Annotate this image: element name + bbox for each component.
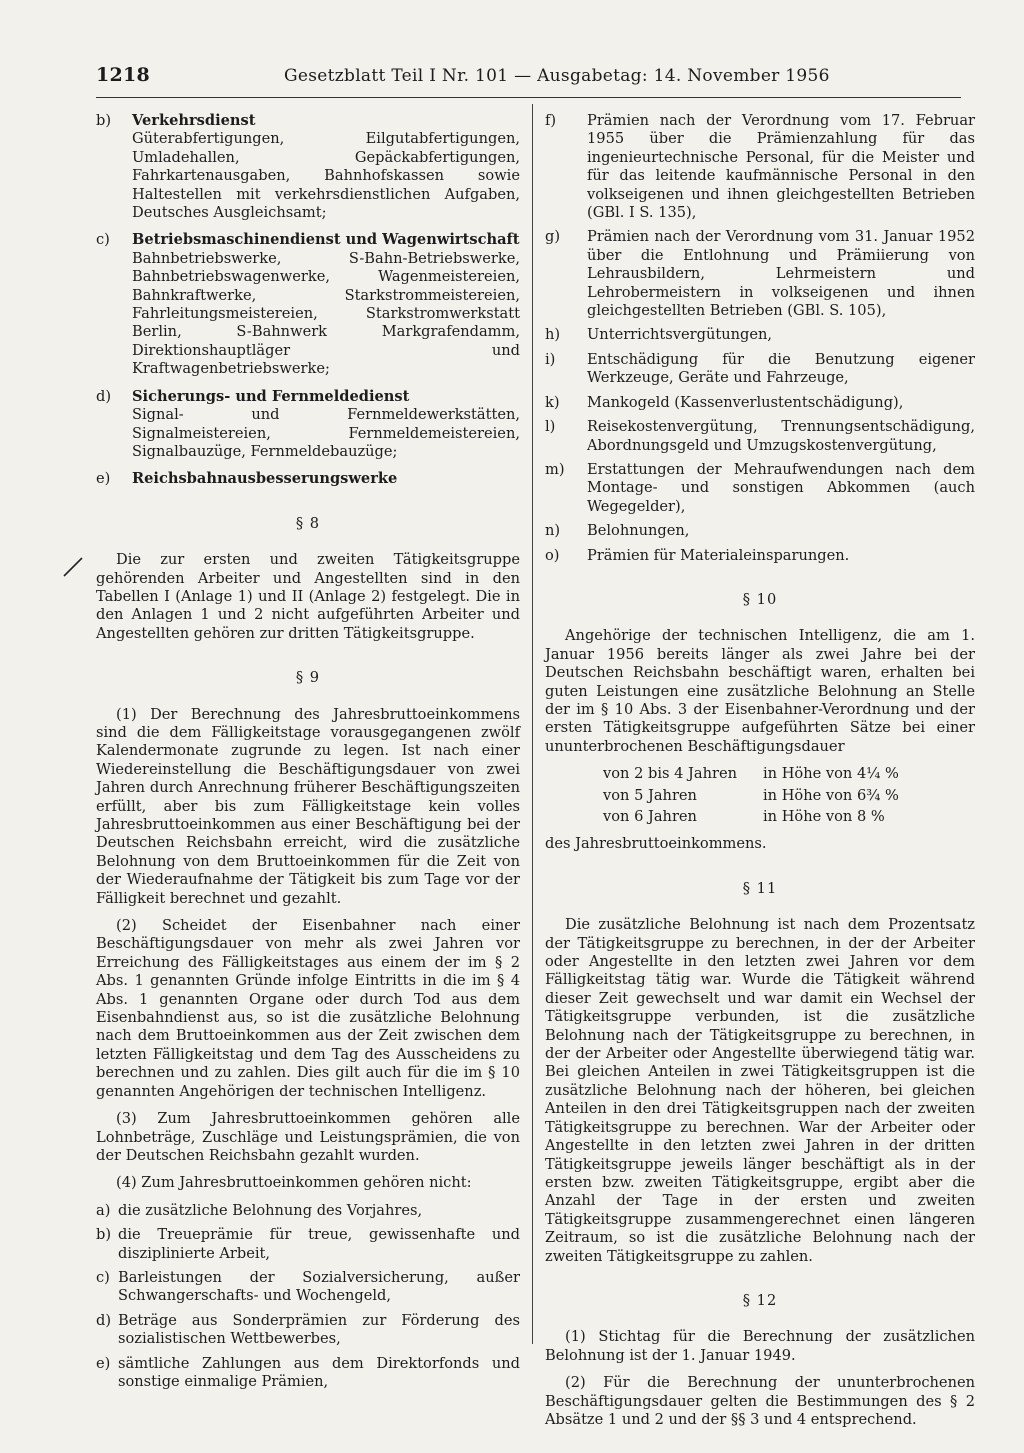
rate-amount: in Höhe von 6¾ %: [763, 786, 899, 804]
category-item: [96, 470, 520, 488]
list-item-text: Unterrichtsvergütungen,: [587, 326, 773, 344]
list-item: [96, 1269, 520, 1306]
rate-row: [603, 787, 899, 808]
section-12-title: § 12: [742, 1291, 778, 1309]
category-text: Güterabfertigungen, Eilgutabfertigungen, Umladehallen, Gepäckabfertigungen, Fahrkartenausgaben, Bahnhofskassen sowie Haltestellen mit verkehrsdienstlichen Aufgaben, Deutsches Ausgleichsamt;: [132, 130, 520, 222]
rate-amount: in Höhe von 8 %: [763, 808, 885, 825]
list-item-label: c): [96, 1268, 110, 1286]
list-item-text: sämtliche Zahlungen aus dem Direktorfonds und sonstige einmalige Prämien,: [118, 1354, 520, 1390]
rate-period: von 5 Jahren: [603, 786, 697, 804]
list-item: [545, 418, 975, 455]
category-item: [96, 388, 520, 462]
section-9-paragraph-4: (4) Zum Jahresbruttoeinkommen gehören nicht:: [116, 1174, 472, 1192]
list-item-text: Barleistungen der Sozialversicherung, außer Schwangerschafts- und Wochengeld,: [118, 1268, 520, 1305]
list-item-text: Mankogeld (Kassenverlustentschädigung),: [587, 393, 904, 411]
section-12-paragraph-1: (1) Stichtag für die Berechnung der zusätzlichen Belohnung ist der 1. Januar 1949.: [545, 1328, 975, 1364]
category-heading: Verkehrsdienst: [132, 112, 256, 129]
category-text: Signal- und Fernmeldewerkstätten, Signalmeistereien, Fernmeldemeistereien, Signalbauzüge, Fernmeldebauzüge;: [132, 406, 520, 460]
list-item-text: Prämien nach der Verordnung vom 17. Februar 1955 über die Prämienzahlung für das ingenieurtechnische Personal, für die Meister und für das leitende kaufmännische Personal in den volkseigenen und ihnen gleichgestellten Betrieben (GBl. I S. 135),: [587, 112, 975, 222]
category-label: e): [96, 470, 111, 488]
rate-row: [603, 808, 899, 829]
rate-period: von 2 bis 4 Jahren: [603, 765, 738, 783]
section-10-text: Angehörige der technischen Intelligenz, die am 1. Januar 1956 bereits länger als zwei Jahre bei der Deutschen Reichsbahn beschäftigt waren, erhalten bei guten Leistungen eine zusätzliche Belohnung an Stelle der im § 10 Abs. 3 der Eisenbahner-Verordnung und der ersten Tätigkeitsgruppe aufgeführten Sätze bei einer ununterbrochenen Beschäftigungsdauer: [545, 627, 975, 755]
list-item-text: die Treueprämie für treue, gewissenhafte und disziplinierte Arbeit,: [118, 1226, 520, 1262]
list-item-label: h): [545, 326, 561, 344]
section-8-title: § 8: [295, 514, 321, 532]
list-item-text: Beträge aus Sonderprämien zur Förderung des sozialistischen Wettbewerbes,: [118, 1311, 520, 1348]
rate-period: von 6 Jahren: [603, 808, 697, 825]
margin-pen-mark: [62, 556, 84, 578]
list-item-label: l): [545, 418, 556, 436]
list-item-label: o): [545, 546, 560, 564]
exclusions-list: [96, 1202, 520, 1392]
rate-row: [603, 765, 899, 786]
list-item-label: k): [545, 393, 560, 411]
list-item-text: Erstattungen der Mehraufwendungen nach dem Montage- und sonstigen Abkommen (auch Wegegelder),: [587, 460, 975, 515]
category-body: [132, 112, 520, 222]
list-item-label: e): [96, 1354, 111, 1372]
list-item-label: b): [96, 1226, 112, 1244]
list-item-label: a): [96, 1201, 111, 1219]
category-body: [132, 231, 520, 378]
category-body: [132, 470, 520, 488]
right-column: [545, 112, 975, 1438]
rates-table: [603, 765, 899, 829]
exclusions-list-continued: [545, 112, 975, 565]
category-item: [96, 112, 520, 222]
list-item: [545, 461, 975, 516]
list-item: [545, 326, 975, 344]
list-item: [545, 394, 975, 412]
list-item-label: d): [96, 1311, 112, 1329]
list-item: [96, 1312, 520, 1349]
list-item-label: m): [545, 460, 565, 478]
page-header-title: Gesetzblatt Teil I Nr. 101 — Ausgabetag: 14. November 1956: [284, 66, 830, 86]
column-divider: [532, 104, 533, 1344]
list-item-text: Belohnungen,: [587, 522, 690, 540]
rate-amount: in Höhe von 4¼ %: [763, 765, 899, 783]
list-item: [545, 351, 975, 388]
category-label: c): [96, 231, 110, 249]
page-number: 1218: [96, 64, 151, 86]
list-item-text: Prämien für Materialeinsparungen.: [587, 546, 850, 564]
left-column: [96, 112, 520, 1397]
list-item-text: Prämien nach der Verordnung vom 31. Januar 1952 über die Entlohnung und Prämiierung von Lehrausbildern, Lehrmeistern und Lehrobermeistern in volkseigenen und ihnen gleichgestellten Betrieben (GBl. S. 105),: [587, 228, 975, 320]
section-9-title: § 9: [295, 669, 321, 687]
list-item-label: i): [545, 350, 556, 368]
category-heading: Reichsbahnausbesserungswerke: [132, 470, 398, 488]
list-item: [96, 1226, 520, 1263]
category-label: d): [96, 387, 112, 405]
section-11-title: § 11: [742, 879, 778, 897]
category-text: Bahnbetriebswerke, S-Bahn-Betriebswerke, Bahnbetriebswagenwerke, Wagenmeistereien, Bahnkraftwerke, Starkstrommeistereien, Fahrleitungsmeistereien, Starkstromwerkstatt Berlin, S-Bahnwerk Markgrafendamm, Direktionshauptläger und Kraftwagenbetriebswerke;: [132, 249, 520, 378]
list-item: [96, 1202, 520, 1220]
header-rule: [96, 97, 961, 98]
list-item-text: die zusätzliche Belohnung des Vorjahres,: [118, 1201, 423, 1219]
category-item: [96, 231, 520, 378]
page-header: [96, 66, 936, 90]
section-10-tail: des Jahresbruttoeinkommens.: [545, 835, 767, 853]
section-9-paragraph-3: (3) Zum Jahresbruttoeinkommen gehören alle Lohnbeträge, Zuschläge und Leistungsprämien, die von der Deutschen Reichsbahn gezahlt wurden.: [96, 1110, 520, 1164]
category-label: b): [96, 112, 112, 129]
list-item: [545, 112, 975, 222]
list-item: [545, 547, 975, 565]
service-categories-list: [96, 112, 520, 489]
list-item-label: n): [545, 522, 561, 540]
section-12-paragraph-2: (2) Für die Berechnung der ununterbrochenen Beschäftigungsdauer gelten die Bestimmungen des § 2 Absätze 1 und 2 und der §§ 3 und 4 entsprechend.: [545, 1374, 975, 1428]
section-10-title: § 10: [742, 590, 778, 608]
section-11-text: Die zusätzliche Belohnung ist nach dem Prozentsatz der Tätigkeitsgruppe zu berechnen, in der der Arbeiter oder Angestellte in den letzten zwei Jahren vor dem Fälligkeitstag tätig war. Wurde die Tätigkeit während dieser Zeit gewechselt und war damit ein Wechsel der Tätigkeitsgruppe verbunden, ist die zusätzliche Belohnung nach der Tätigkeitsgruppe zu berechnen, in der der Arbeiter oder Angestellte überwiegend tätig war. Bei gleichen Anteilen in zwei Tätigkeitsgruppen ist die zusätzliche Belohnung nach der höheren, bei gleichen Anteilen in den drei Tätigkeitsgruppen nach der zweiten Tätigkeitsgruppe zu berechnen. War der Arbeiter oder Angestellte in den letzten zwei Jahren in der dritten Tätigkeitsgruppe jeweils länger beschäftigt als in der ersten bzw. zweiten Tätigkeitsgruppe, ergibt aber die Anzahl der Tage in der ersten und zweiten Tätigkeitsgruppe zusammengerechnet einen längeren Zeitraum, so ist die zusätzliche Belohnung nach der zweiten Tätigkeitsgruppe zu zahlen.: [545, 916, 975, 1265]
category-heading: Betriebsmaschinendienst und Wagenwirtschaft: [132, 231, 520, 249]
list-item-label: g): [545, 228, 561, 246]
list-item-text: Entschädigung für die Benutzung eigener Werkzeuge, Geräte und Fahrzeuge,: [587, 350, 975, 387]
list-item-text: Reisekostenvergütung, Trennungsentschädigung, Abordnungsgeld und Umzugskostenvergütung,: [587, 418, 975, 454]
category-body: [132, 388, 520, 462]
list-item: [96, 1355, 520, 1392]
list-item: [545, 522, 975, 540]
list-item: [545, 228, 975, 320]
section-8-text: Die zur ersten und zweiten Tätigkeitsgruppe gehörenden Arbeiter und Angestellten sind in den Tabellen I (Anlage 1) und II (Anlage 2) festgelegt. Die in den Anlagen 1 und 2 nicht aufgeführten Arbeiter und Angestellten gehören zur dritten Tätigkeitsgruppe.: [96, 551, 520, 642]
list-item-label: f): [545, 112, 557, 129]
category-heading: Sicherungs- und Fernmeldedienst: [132, 387, 410, 405]
section-9-paragraph-1: (1) Der Berechnung des Jahresbruttoeinkommens sind die dem Fälligkeitstage vorausgegangenen zwölf Kalendermonate zugrunde zu legen. Ist nach einer Wiedereinstellung die Beschäftigungsdauer von zwei Jahren durch Anrechnung früherer Beschäftigungszeiten erfüllt, aber bis zum Fälligkeitstage kein volles Jahresbruttoeinkommen aus einer Beschäftigung bei der Deutschen Reichsbahn erreicht, wird die zusätzliche Belohnung von dem Bruttoeinkommen für die Zeit von der Wiederaufnahme der Tätigkeit bis zum Tage vor der Fälligkeit berechnet und gezahlt.: [96, 705, 520, 907]
section-9-paragraph-2: (2) Scheidet der Eisenbahner nach einer Beschäftigungsdauer von mehr als zwei Jahren vor Erreichung des Fälligkeitstages aus einem der im § 2 Abs. 1 genannten Gründe infolge Eintritts in die im § 4 Abs. 1 genannten Organe oder durch Tod aus dem Eisenbahndienst aus, so ist die zusätzliche Belohnung nach dem Bruttoeinkommen aus der Zeit zwischen dem letzten Fälligkeitstag und dem Tag des Ausscheidens zu berechnen und zu zahlen. Dies gilt auch für die im § 10 genannten Angehörigen der technischen Intelligenz.: [96, 917, 520, 1100]
